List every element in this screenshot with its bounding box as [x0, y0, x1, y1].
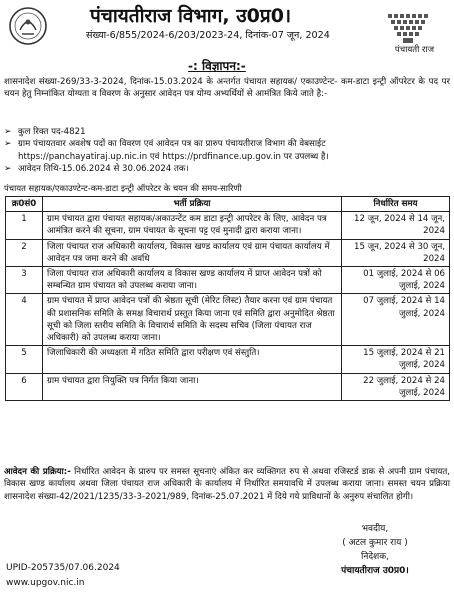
point-text: कुल रिक्त पद-4821: [18, 127, 86, 137]
application-process-note: [4, 466, 450, 503]
point-text: ग्राम पंचायतवार अवशेष पदों का विवरण एवं आवेदन पत्र का प्रारुप पंचायतीराज विभाग की वेबसाईट https://panchayatiraj.up.nic.in एवं https://prdfinance.up.gov.in पर उपलब्ध है।: [18, 139, 329, 162]
schedule-table: [5, 196, 450, 401]
row-serial: 4: [6, 294, 43, 346]
row-date: 15 जुलाई, 2024 से 21 जुलाई, 2024: [342, 346, 450, 373]
checkmark-bullet-icon: ➢: [4, 139, 12, 150]
row-date: 12 जून, 2024 से 14 जून, 2024: [342, 212, 450, 239]
website-label: www.upgov.nic.in: [6, 578, 85, 588]
table-row: [6, 267, 450, 294]
key-points-list: [4, 126, 450, 175]
table-row: [6, 373, 450, 400]
row-activity: ग्राम पंचायत द्वारा पंचायत सहायक/अकाउन्टेंट कम डाटा इन्ट्री आपरेटर के लिए, आवेदन पत्र आमंत्रित करने की सूचना, ग्राम पंचायत के सूचना पट्ट एवं मुनादी द्वारा कराया जाना।: [43, 212, 342, 239]
table-row: [6, 346, 450, 373]
checkmark-bullet-icon: ➢: [4, 127, 12, 137]
department-title: पंचायतीराज विभाग, उ0प्र0।: [90, 5, 292, 27]
row-serial: 3: [6, 267, 43, 294]
row-date: 22 जुलाई, 2024 से 24 जुलाई, 2024: [342, 373, 450, 400]
checkmark-bullet-icon: ➢: [4, 163, 12, 174]
list-item: [4, 138, 450, 163]
row-activity: ग्राम पंचायत में प्राप्त आवेदन पत्रों की श्रेष्ठता सूची (मेरिट लिस्ट) तैयार करना एवं ग्राम पंचायत की प्रशासनिक समिति के समक्ष विचारार्थ प्रस्तुत किया जाना एवं समिति द्वारा अनुमोदित श्रेष्ठता सूची को जिला स्तरीय समिति के विचारार्थ समिति के सदस्य सचिव (जिला पंचायत राज अधिकारी) को उपलब्ध कराया जाना।: [43, 294, 342, 346]
row-serial: 1: [6, 212, 43, 239]
row-activity: ग्राम पंचायत द्वारा नियुक्ति पत्र निर्गत किया जाना।: [43, 373, 342, 400]
signature-designation: निदेशक,: [361, 552, 389, 562]
intro-paragraph: [4, 76, 450, 101]
note-label: आवेदन की प्रक्रिया:-: [4, 467, 71, 477]
table-header-row: [6, 197, 450, 212]
signature-block: [300, 522, 450, 578]
signature-name: ( अटल कुमार राय ): [342, 538, 408, 548]
list-item: [4, 163, 450, 175]
table-row: [6, 239, 450, 266]
note-text: निर्धारित आवेदन के प्रारुप पर समस्त सूचनाएं अंकित कर व्यक्तिगत रुप से अथवा रजिस्टर्ड डाक से अपनी ग्राम पंचायत, विकास खण्ड कार्यालय अथवा जिला पंचायत राज अधिकारी के कार्यालय में निर्धारित समयावधि में उपलब्ध कराया जाना। समस्त चयन प्रक्रिया शासनादेश संख्या-42/2021/1235/33-3-2021/989, दिनांक-25.07.2021 में दिये गये प्राविधानों के अनुरुप संचालित होगी।: [4, 467, 451, 502]
row-date: 01 जुलाई, 2024 से 06 जुलाई, 2024: [342, 267, 450, 294]
signature-regards: भवदीय,: [361, 524, 389, 534]
intro-text: शासनादेश संख्या-269/33-3-2024, दिनांक-15.03.2024 के अन्तर्गत पंचायत सहायक/ एकाउण्टेन्ट- कम-डाटा इन्ट्री ऑपरेटर के पद पर चयन हेतु निम्नांकित योग्यता व विवरण के अनुसार आवेदन पत्र योग्य अभ्यर्थियों से आमंत्रित किये जाते है:-: [4, 77, 450, 100]
signature-department: पंचायतीराज उ0प्र0।: [341, 566, 409, 576]
reference-number: संख्या-6/855/2024-6/203/2023-24, दिनांक-07 जून, 2024: [86, 30, 330, 41]
row-activity: जिला पंचायत राज अधिकारी कार्यालय, विकास खण्ड कार्यालय एवं ग्राम पंचायत कार्यालय में आवेदन पत्र जमा करने की अवधि: [43, 239, 342, 266]
row-date: 15 जून, 2024 से 30 जून, 2024: [342, 239, 450, 266]
upid-label: UPID-205735/07.06.2024: [6, 563, 120, 573]
row-serial: 6: [6, 373, 43, 400]
logo-caption: पंचायती राज: [394, 45, 434, 55]
list-item: [4, 126, 450, 138]
row-activity: जिलाधिकारी की अध्यक्षता में गठित समिति द्वारा परीक्षण एवं संस्तुति।: [43, 346, 342, 373]
row-activity: जिला पंचायत राज अधिकारी कार्यालय व विकास खण्ड कार्यालय में प्राप्त आवेदन पत्रों को सम्बन्धित ग्राम पंचायत को उपलब्ध कराया जाना।: [43, 267, 342, 294]
up-government-emblem-icon: [8, 4, 48, 48]
column-header-time: निर्धारित समय: [342, 197, 450, 212]
point-text: आवेदन तिथि-15.06.2024 से 30.06.2024 तक।: [18, 163, 189, 174]
row-serial: 2: [6, 239, 43, 266]
row-serial: 5: [6, 346, 43, 373]
row-date: 07 जुलाई, 2024 से 14 जुलाई, 2024: [342, 294, 450, 346]
schedule-heading: पंचायत सहायक/एकाउण्टेन्ट-कम-डाटा इन्ट्री ऑपरेटर के चयन की समय-सारिणी: [4, 183, 242, 193]
table-row: [6, 212, 450, 239]
notice-heading: -: विज्ञापन:-: [188, 59, 246, 73]
column-header-process: भर्ती प्रक्रिया: [43, 197, 342, 212]
column-header-serial: क्र0सं0: [6, 197, 43, 212]
table-row: [6, 294, 450, 346]
